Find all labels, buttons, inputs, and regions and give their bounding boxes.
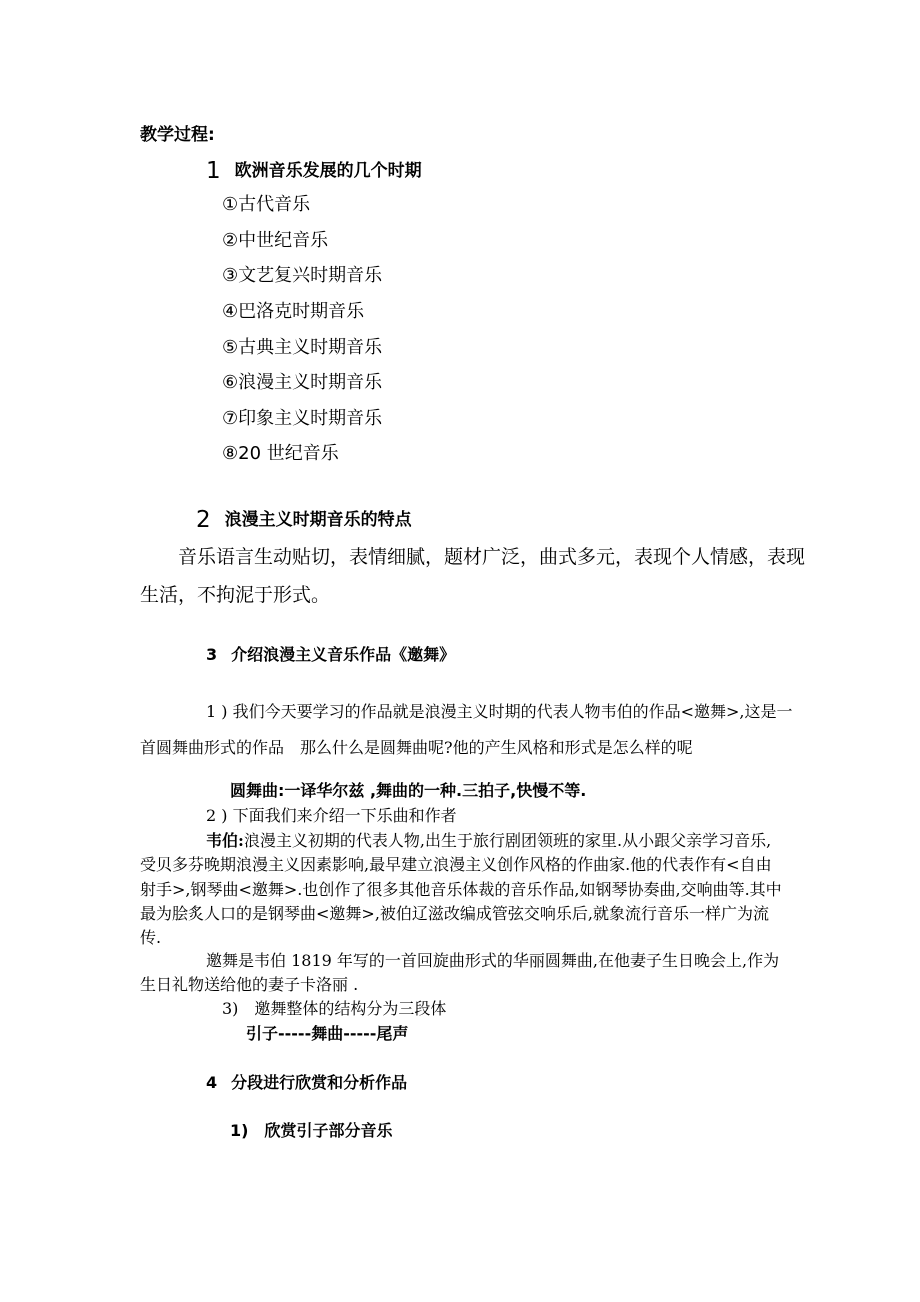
section-4-heading xyxy=(206,1073,407,1092)
weber-text: 浪漫主义初期的代表人物,出生于旅行剧团领班的家里.从小跟父亲学习音乐, xyxy=(243,831,772,850)
section-3-number: 3 xyxy=(206,645,218,664)
weber-line: 最为脍炙人口的是钢琴曲<邀舞>,被伯辽滋改编成管弦交响乐后,就象流行音乐一样广为流 xyxy=(140,904,769,923)
weber-label: 韦伯: xyxy=(206,831,244,850)
section-1-title: 欧洲音乐发展的几个时期 xyxy=(234,161,422,181)
section-4-number: 4 xyxy=(206,1073,218,1092)
item-2: 2 ) 下面我们来介绍一下乐曲和作者 xyxy=(206,806,457,825)
period-item: ④巴洛克时期音乐 xyxy=(222,301,365,322)
waltz-definition: 圆舞曲:一译华尔兹 ,舞曲的一种.三拍子,快慢不等. xyxy=(230,781,587,800)
section-3-heading xyxy=(206,645,455,664)
weber-line: 受贝多芬晚期浪漫主义因素影响,最早建立浪漫主义创作风格的作曲家.他的代表作有<自由 xyxy=(140,855,772,874)
period-item: ⑥浪漫主义时期音乐 xyxy=(222,372,383,393)
weber-line: 传. xyxy=(140,928,162,947)
period-item: ⑦印象主义时期音乐 xyxy=(222,408,383,429)
section-3-title: 介绍浪漫主义音乐作品《邀舞》 xyxy=(231,645,456,664)
period-item: ②中世纪音乐 xyxy=(222,230,329,251)
invite-line: 邀舞是韦伯 1819 年写的一首回旋曲形式的华丽圆舞曲,在他妻子生日晚会上,作为 xyxy=(206,951,780,970)
weber-line: 射手>,钢琴曲<邀舞>.也创作了很多其他音乐体裁的音乐作品,如钢琴协奏曲,交响曲等.其中 xyxy=(140,880,782,899)
section-4-sub-1: 1) 欣赏引子部分音乐 xyxy=(230,1121,393,1140)
section-1-number: 1 xyxy=(206,158,221,184)
weber-line xyxy=(206,831,771,850)
section-2-heading xyxy=(196,505,412,533)
section-4-title: 分段进行欣赏和分析作品 xyxy=(231,1073,408,1092)
section-2-title: 浪漫主义时期音乐的特点 xyxy=(224,510,412,530)
period-item: ⑧20 世纪音乐 xyxy=(222,443,339,464)
section-2-number: 2 xyxy=(196,507,211,533)
section-1-heading xyxy=(206,156,422,184)
invite-line: 生日礼物送给他的妻子卡洛丽 . xyxy=(140,975,359,994)
period-item: ③文艺复兴时期音乐 xyxy=(222,265,383,286)
period-item: ⑤古典主义时期音乐 xyxy=(222,337,383,358)
item-1-line: 首圆舞曲形式的作品 那么什么是圆舞曲呢?他的产生风格和形式是怎么样的呢 xyxy=(140,738,693,757)
section-2-body-line: 音乐语言生动贴切，表情细腻，题材广泛，曲式多元，表现个人情感，表现 xyxy=(178,546,806,568)
item-1-line: 1 ) 我们今天要学习的作品就是浪漫主义时期的代表人物韦伯的作品<邀舞>,这是一 xyxy=(206,702,793,721)
period-item: ①古代音乐 xyxy=(222,194,311,215)
structure-line: 引子-----舞曲-----尾声 xyxy=(246,1024,409,1043)
item-3: 3) 邀舞整体的结构分为三段体 xyxy=(222,999,447,1018)
heading: 教学过程: xyxy=(140,125,215,145)
section-2-body-line: 生活，不拘泥于形式。 xyxy=(140,584,331,606)
